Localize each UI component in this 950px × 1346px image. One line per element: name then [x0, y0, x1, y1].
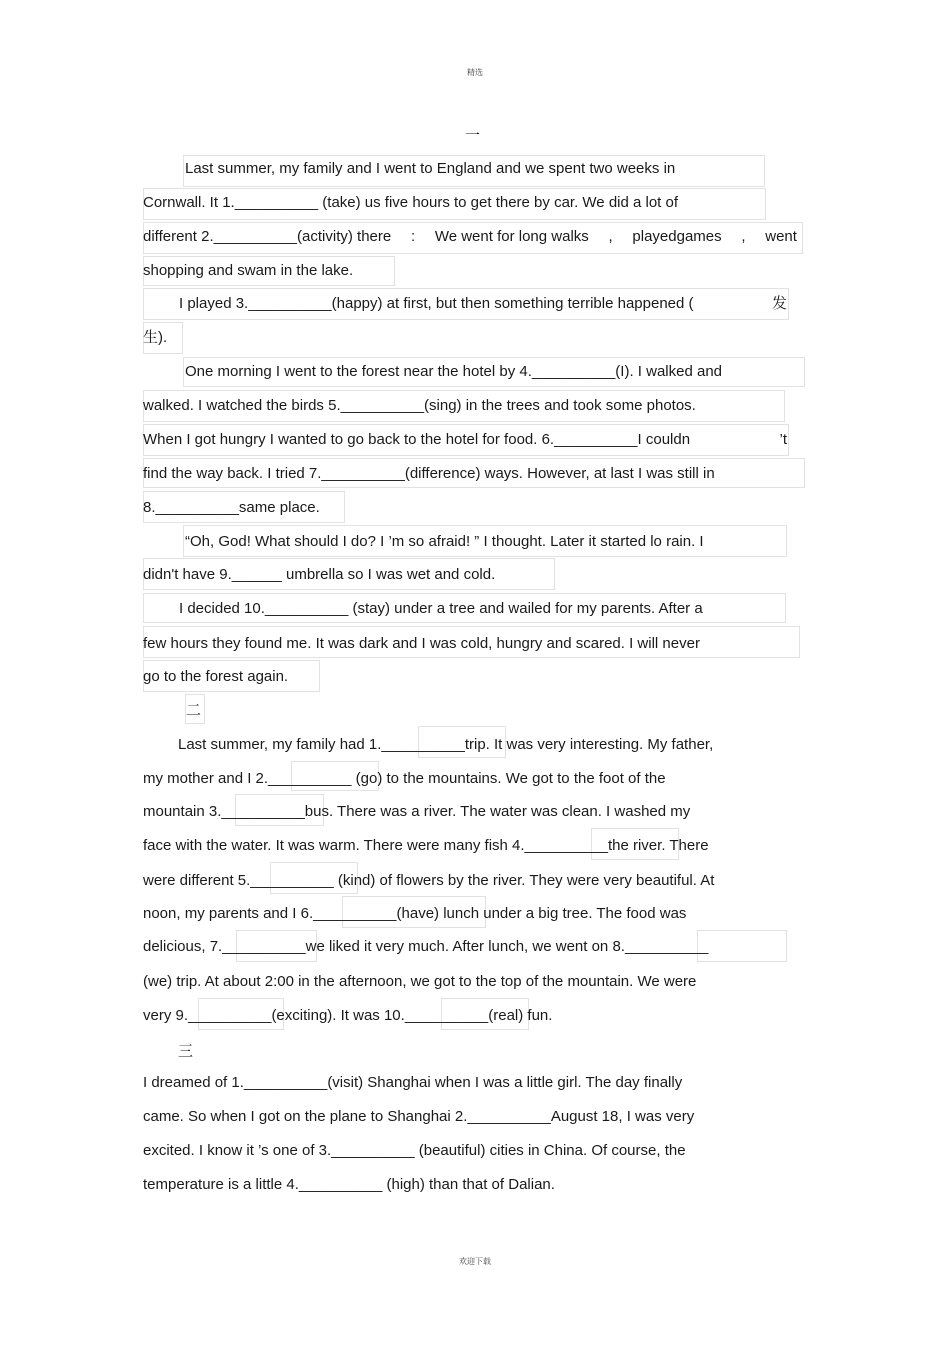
text-segment: : — [410, 228, 416, 245]
text-line: Last summer, my family and I went to England and we spent two weeks in — [185, 160, 676, 177]
text-line: face with the water. It was warm. There were many fish 4.__________the river. There — [143, 837, 709, 854]
page-header: 精选 — [467, 68, 483, 77]
text-line: very 9.__________(exciting). It was 10.__________(real) fun. — [143, 1007, 553, 1024]
text-line: One morning I went to the forest near the hotel by 4.__________(I). I walked and — [185, 363, 723, 380]
text-segment: different 2.__________(activity) there — [143, 228, 392, 245]
text-line: I dreamed of 1.__________(visit) Shanghai when I was a little girl. The day finally — [143, 1074, 683, 1091]
text-line: find the way back. I tried 7.__________(difference) ways. However, at last I was still in — [143, 465, 715, 482]
section-marker-three: 三 — [178, 1042, 194, 1060]
text-line: noon, my parents and I 6.__________(have) lunch under a big tree. The food was — [143, 905, 687, 922]
scan-box — [697, 930, 787, 962]
text-line-justified — [143, 431, 787, 449]
page-footer: 欢迎下载 — [459, 1257, 491, 1266]
text-line: 生). — [143, 329, 168, 346]
text-segment: ’t — [779, 431, 787, 448]
text-line: walked. I watched the birds 5.__________(sing) in the trees and took some photos. — [143, 397, 696, 414]
text-segment: , — [608, 228, 613, 245]
text-line: excited. I know it ’s one of 3.__________ (beautiful) cities in China. Of course, the — [143, 1142, 686, 1159]
text-line: came. So when I got on the plane to Shanghai 2.__________August 18, I was very — [143, 1108, 695, 1125]
text-line: few hours they found me. It was dark and I was cold, hungry and scared. I will never — [143, 635, 700, 652]
text-segment: 发 — [771, 295, 787, 312]
text-line: go to the forest again. — [143, 668, 289, 685]
text-line: didn't have 9.______ umbrella so I was wet and cold. — [143, 566, 496, 583]
text-line: temperature is a little 4.__________ (high) than that of Dalian. — [143, 1176, 555, 1193]
text-segment: We went for long walks — [434, 228, 589, 245]
text-line: “Oh, God! What should I do? I ’m so afraid! ” I thought. Later it started lo rain. I — [185, 533, 704, 550]
text-line: (we) trip. At about 2:00 in the afternoon, we got to the top of the mountain. We were — [143, 973, 697, 990]
text-line: Cornwall. It 1.__________ (take) us five hours to get there by car. We did a lot of — [143, 194, 679, 211]
text-line: were different 5.__________ (kind) of flowers by the river. They were very beautiful. At — [143, 872, 715, 889]
text-line: 8.__________same place. — [143, 499, 320, 516]
text-segment: went — [765, 228, 797, 245]
text-line: my mother and I 2.__________ (go) to the mountains. We got to the foot of the — [143, 770, 666, 787]
text-line: I decided 10.__________ (stay) under a tree and wailed for my parents. After a — [179, 600, 703, 617]
section-marker-two: 二 — [186, 701, 202, 719]
section-marker-one: 一 — [465, 126, 481, 144]
text-segment: , — [741, 228, 746, 245]
text-segment: playedgames — [632, 228, 722, 245]
text-line-justified — [179, 295, 787, 313]
text-segment: I played 3.__________(happy) at first, but then something terrible happened ( — [179, 295, 694, 312]
text-line: shopping and swam in the lake. — [143, 262, 354, 279]
text-line: delicious, 7.__________we liked it very much. After lunch, we went on 8.__________ — [143, 938, 709, 955]
text-segment: When I got hungry I wanted to go back to the hotel for food. 6.__________I couldn — [143, 431, 691, 448]
text-line: mountain 3.__________bus. There was a river. The water was clean. I washed my — [143, 803, 691, 820]
text-line-justified — [143, 228, 797, 246]
text-line: Last summer, my family had 1.__________trip. It was very interesting. My father, — [178, 736, 714, 753]
